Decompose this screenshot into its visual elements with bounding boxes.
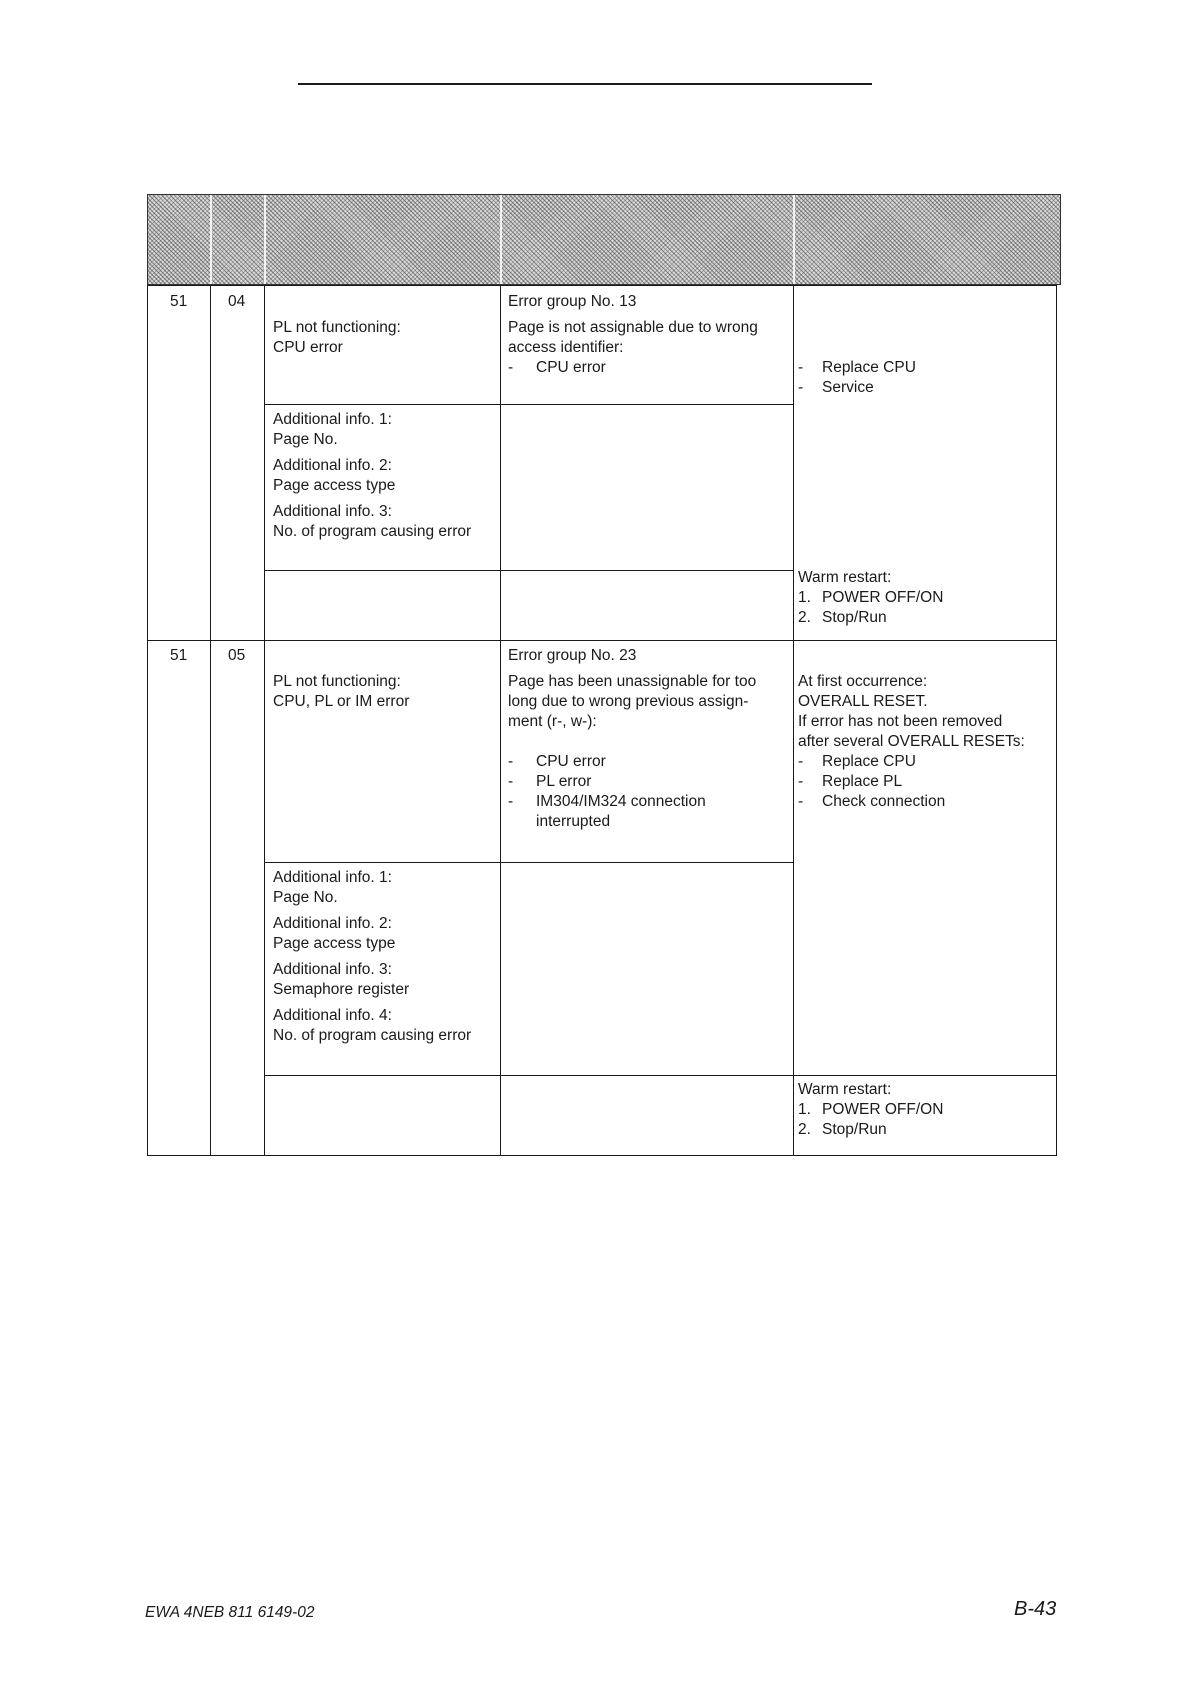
col-line: [793, 285, 794, 1156]
col-line: [147, 285, 148, 1156]
cause-text: Error group No. 23 Page has been unassignable for too long due to wrong previous assign- ment (r-, w-): - CPU error - PL error - IM304/IM324 connection interrupted: [508, 647, 757, 830]
code-b: 04: [228, 293, 246, 310]
error-group: Error group No. 23: [508, 647, 637, 664]
document-id: EWA 4NEB 811 6149-02: [145, 1604, 315, 1621]
meaning-text: PL not functioning: CPU, PL or IM error: [273, 673, 410, 710]
col-line: [210, 285, 211, 1156]
cause-text: Error group No. 13 Page is not assignable due to wrong access identifier: - CPU error: [508, 293, 758, 376]
remedy-text: - Replace CPU - Service: [798, 359, 916, 396]
warm-restart: Warm restart: 1. POWER OFF/ON 2. Stop/Run: [798, 1081, 944, 1138]
row-line: [264, 862, 794, 863]
remedy-text: At first occurrence: OVERALL RESET. If error has not been removed after several OVERALL RESETs: - Replace CPU - Replace PL - Check connection: [798, 673, 1025, 810]
row-line: [147, 1155, 1057, 1156]
row-line: [147, 640, 1057, 641]
error-table: [147, 194, 1057, 1156]
col-line: [1056, 285, 1057, 1156]
warm-restart: Warm restart: 1. POWER OFF/ON 2. Stop/Run: [798, 569, 944, 626]
table-header: [147, 194, 1061, 285]
additional-info: Additional info. 1: Page No. Additional info. 2: Page access type Additional info. 3: Semaphore register Additional info. 4: No. of program causing error: [273, 869, 472, 1044]
row-line: [264, 404, 794, 405]
page-number: B-43: [1014, 1598, 1057, 1620]
code-a: 51: [170, 293, 188, 310]
col-line: [500, 285, 501, 1156]
row-line: [264, 1075, 1057, 1076]
code-a: 51: [170, 647, 188, 664]
row-line: [147, 285, 1057, 286]
row-line: [264, 570, 794, 571]
additional-info: Additional info. 1: Page No. Additional info. 2: Page access type Additional info. 3: No. of program causing error: [273, 411, 472, 540]
meaning-text: PL not functioning: CPU error: [273, 319, 401, 356]
code-b: 05: [228, 647, 246, 664]
col-line: [264, 285, 265, 1156]
error-group: Error group No. 13: [508, 293, 637, 310]
top-rule: [298, 83, 872, 85]
